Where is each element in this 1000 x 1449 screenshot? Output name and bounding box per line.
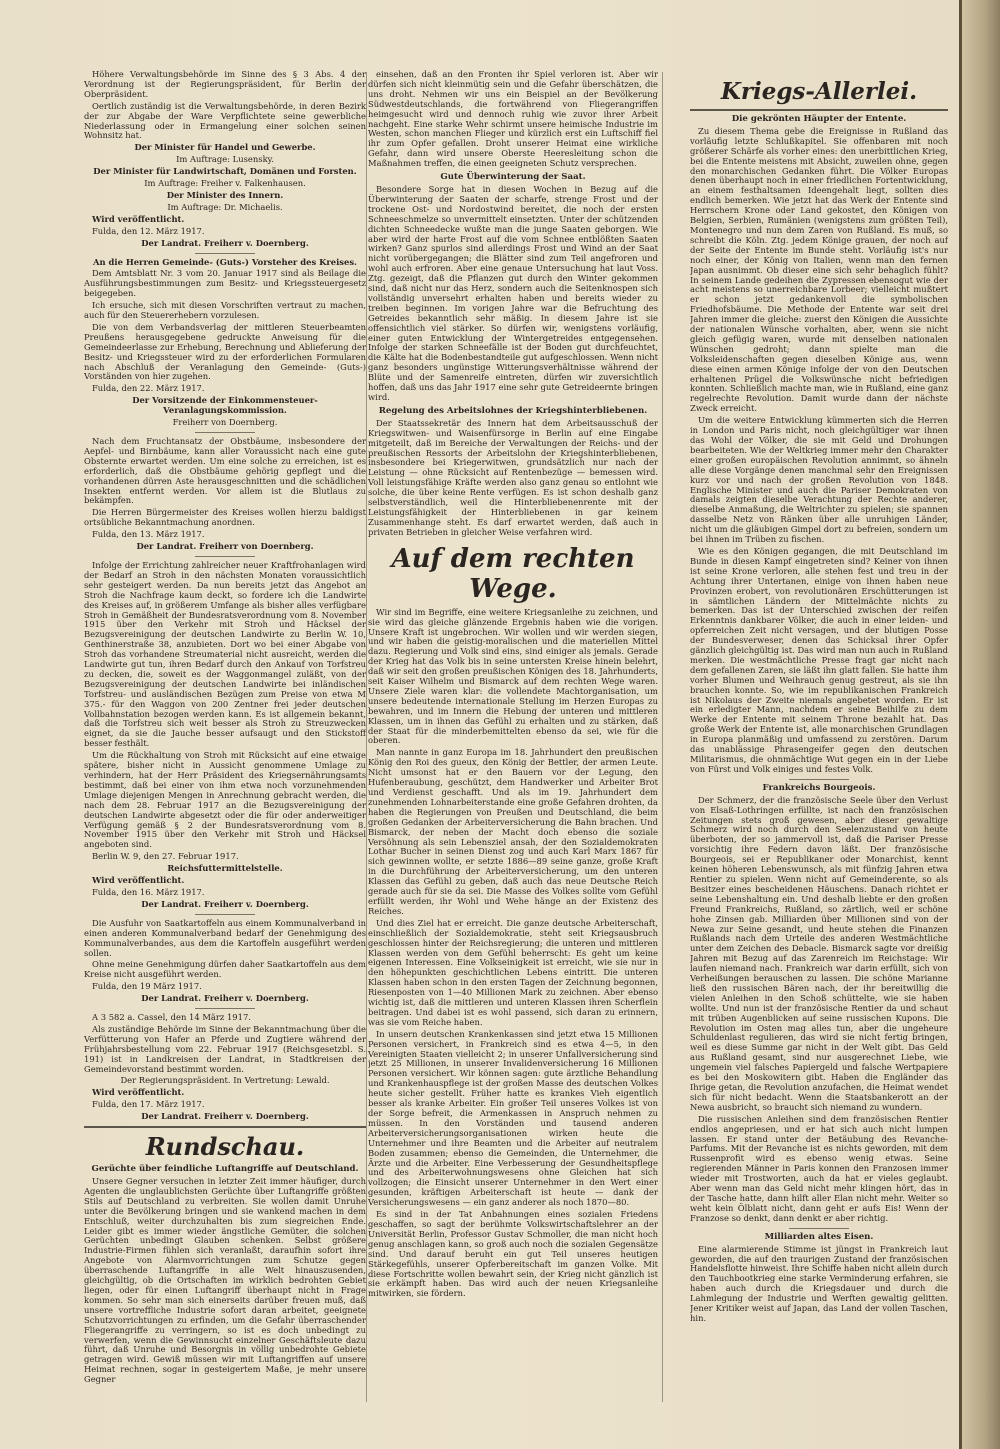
text: Nach dem Fruchtansatz der Obstbäume, insbesondere der Aepfel- und Birnbäume, kann aller Voraussicht nach eine gute Obsternte erwartet werden. Um eine solche zu erreichen, ist es erforderlich, daß die Obstbäume gehörig gepflegt und die vorhandenen dürren Aste herausgeschnitten und die schädlichen Insekten entfernt werden. Vor allem ist die Blutlaus zu bekämpfen. [84,436,366,506]
signature: Der Minister für Handel und Gewerbe. [134,142,316,153]
section-divider [690,109,948,111]
text: Die Herren Bürgermeister des Kreises wollen hierzu baldigst ortsübliche Bekanntmachung anordnen. [84,507,366,528]
text: Die Ausfuhr von Saatkartoffeln aus einem Kommunalverband in einen anderen Kommunalverband bedarf der Genehmigung des Kommunalverbandes, aus dem die Kartoffeln ausgeführt werden sollen. [84,917,366,958]
section-title: Auf dem rechten Wege. [391,543,635,604]
notice: Wird veröffentlicht. [92,875,185,886]
article-title: Die gekrönten Häupter der Entente. [731,114,907,124]
article-title: Regelung des Arbeitslohnes der Kriegshinterbliebenen. [378,405,648,416]
text: Ohne meine Genehmigung dürfen daher Saatkartoffeln aus dem Kreise nicht ausgeführt werden. [84,959,366,980]
divider [789,779,849,780]
signature: Reichsfuttermittelstelle. [167,863,283,874]
text: Die von dem Verbandsverlag der mittleren Steuerbeamten Preußens herausgegebene gedruckte Anweisung für die Gemeindeerlasse zur Erhebung, Berechnung und Ablieferung der Besitz- und Kriegssteuer wird zu der erforderlichen Formularen nach Abschluß der Veranlagung den Gemeinde- (Guts-) Vorständen von hier zugehen. [84,321,366,382]
text: Zu diesem Thema gebe die Ereignisse in Rußland das vorläufig letzte Schlußkapitel. Sie offenbaren mit noch größerer Schärfe als vorher eines: den unerbittlichen Krieg, bei die Entente meistens mit Absicht, zuweilen ohne, gegen den monarchischen Gedanken führt. Die Völker Europas denen überhaupt noch in einer friedlichen Fortentwicklung, an einem festhaltsamen Ideengehalt liegt, sollten dies endlich bemerken. Wie jetzt hat das Werk der Entente sind Herrschern Krone oder Land gekostet, den Königen von Belgien, Serbien, Rumänien (wenigstens zum größten Teil), Montenegro und nun dem Zaren von Rußland. Es muß, so schreibt die Köln. Ztg. jedem Könige grauen, der noch auf der Seite der Entente im Bunde steht. Vorläufig ist's nur noch einer, der König von Italien, wenn man den fernen Japan ausnimmt. Ob dieser eine sich sehr behaglich fühlt? In seinem Lande gedeihen die Zypressen ebensogut wie der acht meistens so unerreichbare Lorbeer; vielleicht mußtert er schon jetzt gedankenvoll die symbolischen Friedhofsbäume. Die Methode der Entente war seit drei Jahren immer die gleiche: zuerst den Königen die Aussichte der nationalen Wünsche vorhalten, aber, wenn sie nicht gleich gefügig waren, wurde mit denselben nationalen Wünschen gedroht; dann spielte man die Volksleidenschaften gegen dieselben Könige aus, wenn diese einen armen Könige infolge der von den Deutschen erhaltenen Prügel die Volkswünsche nicht befriedigen konnten. Schließlich machte man, wie in Rußland, eine ganz regelrechte Revolution. Damit wurde dann der nächste Zweck erreicht. [690,125,948,414]
text: einsehen, daß an den Fronten ihr Spiel verloren ist. Aber wir dürfen sich nicht kleinmütig sein und die Gefahr überschätzen, die uns droht. Nehmen wir uns ein Beispiel an der Bevölkerung Südwestdeutschlands, die fortwährend von Fliegerangriffen heimgesucht wird und dennoch ruhig wie zuvor ihrer Arbeit nachgeht. Eine starke Wehr schirmt unsere heimische Industrie im Westen, schon manchen Flieger und kürzlich erst ein Luftschiff fiel ihr zum Opfer gefallen. Droht unserer Heimat eine wirkliche Gefahr, dann wird unsere Oberste Heeresleitung schon die Maßnahmen treffen, die einen geeigneten Schutz versprechen. [368,70,658,169]
landrat: Der Landrat. Freiherr v. Doernberg. [141,1111,309,1122]
date: Fulda, den 12. März 1917. [92,225,205,236]
text: In unsern deutschen Krankenkassen sind jetzt etwa 15 Millionen Personen versichert, in Frankreich sind es etwa 4—5, in den Vereinigten Staaten vielleicht 2; in unserer Unfallversicherung sind jetzt 25 Millionen, in unserer Invalidenversicherung 16 Millionen Personen versichert. Wir können sagen: gute ärztliche Behandlung und Krankenhauspflege ist der großen Masse des deutschen Volkes heute sicher gestellt. Früher hatte es krankes Vieh eigentlich besser als kranke Arbeiter. Ein großer Teil unseres Volkes ist von der Sorge befreit, die Armenkassen in Anspruch nehmen zu müssen. In den Vorständen und tausend anderen Arbeiterversicherungsorganisationen wirken heute die Unternehmer und ihre Beamten und die Arbeiter auf neutralem Boden zusammen; ebenso die Gemeinden, die Unternehmer, die Ärzte und die Arbeiter. Eine Verbesserung der Gesundheitspflege und des Arbeiterwohnungswesens ohne Gleichen hat sich vollzogen; die Einsicht unserer Unternehmer in den Wert einer gesunden, kräftigen Arbeiterschaft ist heute — dank der Versicherungswesens — ein ganz anderer als noch 1870—80. [368,1028,658,1208]
article-title: Milliarden altes Eisen. [764,1231,874,1242]
text: Um die weitere Entwicklung kümmerten sich die Herren in London und Paris nicht, noch gleichgültiger war ihnen das Wohl der Völker, die sie mit Geld und Drohungen bearbeiteten. Wie der Weltkrieg immer mehr den Charakter einer großen europäischen Revolution annimmt, so ähneln alle diese Vorgänge denen manchmal sehr den Ereignissen kurz vor und nach der großen Revolution von 1848. Englische Minister und auch die Pariser Demokraten von damals zeigten dieselbe Verachtung der Rechte anderer, dieselbe Anmaßung, die Weltrichter zu spielen; sie spannen dasselbe Netz von Ränken über alle unruhigen Länder, nicht um die gläubigen Gimpel dort zu befreien, sondern um bei ihnen im Trüben zu fischen. [690,415,948,545]
text: Die russischen Anleihen sind dem französischen Rentier endlos angepriesen, und er hat sich auch nicht lumpen lassen. Er stand unter der Betäubung des Revanche-Parfums. Mit der Revanche ist es nichts geworden, mit dem Russenprofit wird es ebenso wenig etwas. Seine regierenden Männer in Paris konnen den Franzosen immer wieder mit Trostworten, auch da hat er vieles geglaubt. Aber wenn man das Geld nicht mehr klingen hört, das in der Tasche hatte, dann hilft aller Elan nicht mehr. Weiter so weht kein Ölblatt nicht, dann geht er aufs Eis! Wenn der Franzose so denkt, dann denkt er aber richtig. [690,1113,948,1223]
article-title: Gute Überwinterung der Saat. [440,172,586,183]
signature: Der Regierungspräsident. In Vertretung: Lewald. [120,1075,330,1086]
divider [195,253,255,254]
divider [195,432,255,433]
notice: Wird veröffentlicht. [92,1087,185,1098]
column-2 [368,70,658,1430]
heading: An die Herren Gemeinde- (Guts-) Vorsteher des Kreises. [93,256,357,267]
text: Unsere Gegner versuchen in letzter Zeit immer häufiger, durch Agenten die unglaublichsten Gerüchte über Luftangriffe größten Stils auf Deutschland zu verbreiten. Sie wollen damit Unruhe unter die Bevölkerung bringen und sie wankend machen in dem Entschluß, weiter durchzuhalten bis zum siegreichen Ende. Leider gibt es immer wieder ängstliche Gemüter, die solchen Gerüchten unbedingt Glauben schenken. Selbst größere Industrie-Firmen fühlen sich veranlaßt, daraufhin sofort ihre Angebote von Alarmvorrichtungen zum Schutze gegen überraschende Luftangriffe in alle Welt hinauszusenden, gleichgültig, ob die Ortschaften im wirklich bedrohten Gebiet liegen, oder für einen Luftangriff überhaupt nicht in Frage kommen. So sehr man sich einerseits darüber freuen muß, daß unsere vortreffliche Industrie sofort daran arbeitet, geeignete Schutzvorrichtungen zu erfinden, um die Gefahr überraschender Fliegerangriffe zu verringern, so ist es doch unbedingt zu verwerfen, wenn die Gewinnsucht einzelner Geschäftsleute dazu führt, daß Unruhe und Besorgnis in völlig unbedrohte Gebiete getragen wird. Gewiß müssen wir mit Luftangriffen auf unsere Heimat rechnen, sogar in gesteigertem Maße, je mehr unsere Gegner [84,1176,366,1385]
landrat: Der Landrat. Freiherr v. Doernberg. [141,237,309,248]
reference: A 3 582 a. Cassel, den 14 März 1917. [92,1012,251,1023]
date: Fulda, den 13. März 1917. [92,529,205,540]
column-rule [662,72,663,1402]
section-divider [84,1126,366,1128]
column-3 [690,70,948,1430]
landrat: Der Landrat. Freiherr v. Doernberg. [141,898,309,909]
date: Fulda, den 17. März 1917. [92,1099,205,1110]
text: Eine alarmierende Stimme ist jüngst in Frankreich laut geworden, die auf den traurigen Zustand der französischen Handelsflotte hinweist. Ihre Schiffe haben nicht allein durch den Tauchbootkrieg eine starke Verminderung erfahren, sie haben auch durch die Kriegsdauer und durch die Lahmlegung der Industrie und Werften gewaltig gelitten. Jener Kritiker weist auf Japan, das Land der vollen Taschen, hin. [690,1243,948,1323]
text: Wir sind im Begriffe, eine weitere Kriegsanleihe zu zeichnen, und sie wird das gleiche glänzende Ergebnis haben wie die vorigen. Unsere Kraft ist ungebrochen. Wir wollen und wir werden siegen, und wir haben die geistig-moralischen und die materiellen Mittel dazu. Regierung und Volk sind eins, sind einiger als jemals. Gerade der Krieg hat das Volk bis in seine untersten Kreise hinein belehrt, daß wir seit den großen preußischen Königen des 18. Jahrhunderts, seit Kaiser Wilhelm und Bismarck auf dem rechten Wege waren. Unsere Ziele waren klar: die vollendete Machtorganisation, um unsere bedeutende internationale Stellung im Herzen Europas zu bewahren, und im Innern die Hebung der unteren und mittleren Klassen, um in ihnen das Gefühl zu erhalten und zu stärken, daß der Staat für die minderbemittelten ebenso da sei, wie für die oberen. [368,606,658,746]
date: Berlin W. 9, den 27. Februar 1917. [92,851,239,862]
text: Besondere Sorge hat in diesen Wochen in Bezug auf die Überwinterung der Saaten der scharfe, strenge Frost und der trockene Ost- und Nordostwind bereitet, die noch der ersten Schneeschmelze so unvermittelt einsetzten. Unter der schützenden dichten Schneedecke wußte man die junge Saaten geborgen. Wie aber wird der harte Frost auf die vom Schnee entblößten Saaten wirken? Ganz spurlos sind allerdings Frost und Wind an der Saat nicht vorübergegangen; die Blätter sind zum Teil angefroren und wohl auch erfroren. Aber eine genaue Untersuchung hat laut Voss. Ztg. gezeigt, daß die Pflanzen gut durch den Winter gekommen sind, daß nicht nur das Herz, sondern auch die Seitenknospen sich vollständig unversehrt erhalten haben und bereits wieder zu treiben beginnen. Im vorigen Jahre war die Befruchtung des Getreides bekanntlich sehr mäßig. In diesem Jahre ist sie offensichtlich viel stärker. So dürfen wir, wenigstens vorläufig, einer guten Entwicklung der Wintergetreides entgegensehen. Infolge der starken Schneefälle ist der Boden gut durchfeuchtet, die Kälte hat die Bodenbestandteile gut aufgeschlossen. Wenn nicht ganz besonders ungünstige Witterungsverhältnisse während der Blüte und der Samenreife eintreten, dürfen wir zuversichtlich hoffen, daß uns das Jahr 1917 eine sehr gute Getreideernte bringen wird. [368,183,658,402]
signature: Im Auftrage: Dr. Michaelis. [167,201,283,212]
text: Wie es den Königen gegangen, die mit Deutschland im Bunde in diesen Kampf eingetreten sind? Keiner von ihnen ist seine Krone verloren, alle stehen fest und treu in der Achtung ihrer Untertanen, einige von ihnen haben neue Provinzen erobert, von revolutionären Erschütterungen ist in sämtlichen Ländern der Mittelmächte nichts zu bemerken. Das ist der Unterschied zwischen der reifen Erkenntnis dankbarer Völker, die auch in einer leiden- und opferreichen Zeit nicht versagen, und der blutigen Posse der Bundesverweser, denen das Schicksal ihrer Opfer gänzlich gleichgültig ist. Das wird man nun auch in Rußland merken. Die westmächtliche Presse fragt gar nicht nach dem gefallenen Zaren, sie läßt ihn glatt fallen. Sie hatte ihm vorher Blumen und Weihrauch genug gestreut, als sie ihn brauchen konnte. So, wie im republikanischen Frankreich ist Nikolaus der Zweite niemals angebetet worden. Er ist ein erledigter Mann, nachdem er seine Beihilfe zu dem Werke der Entente mit seinem Throne bezahlt hat. Das große Werk der Entente ist, alle monarchischen Grundlagen in Europa planmäßig und umfassend zu zerstören. Darum das unablässige Phrasengeifer gegen den deutschen Militarismus, die ohnmächtige Wut gegen ein in der Liebe von Fürst und Volk einiges und festes Volk. [690,545,948,774]
page-edge [962,0,1000,1449]
text: Infolge der Errichtung zahlreicher neuer Kraftfrohanlagen wird der Bedarf an Stroh in den nächsten Monaten voraussichtlich sehr gesteigert werden. Da nun bereits jetzt das Angebot an Stroh die Nachfrage kaum deckt, so fordere ich die Landwirte des Kreises auf, in größerem Umfange als bisher alles verfügbare Stroh in Gemäßheit der Bundesratsverordnung vom 8. November 1915 über den Verkehr mit Stroh und Häcksel der Bezugsvereinigung der deutschen Landwirte zu Berlin W. 10, Genthinerstraße 38, anzubieten. Dort wo bei einer Abgabe von Stroh das vorhandene Streumaterial nicht ausreicht, werden die Landwirte gut tun, ihren Bedarf durch den Ankauf von Torfstreu zu decken, die, soweit es der Waggonmangel zuläßt, von der Bezugsvereinigung der deutschen Landwirte bei inländischen Torfstreu- und ausländischen Bezügen zum Preise von etwa M 375.- für den Waggon von 200 Zentner frei jeder deutschen Vollbahnstation bezogen werden kann. Es ist allgemein bekannt, daß die Torfstreu sich weit besser als Stroh zu Streuzwecken eignet, da sie die Jauche besser aufsaugt und den Stickstoff besser festhält. [84,559,366,749]
landrat: Der Landrat. Freiherr von Doernberg. [136,541,314,552]
signature: Im Auftrage: Freiher v. Falkenhausen. [144,178,306,189]
divider [195,1008,255,1009]
date: Fulda, den 19 März 1917. [92,981,202,992]
notice: Wird veröffentlicht. [92,213,185,224]
text: Man nannte in ganz Europa im 18. Jahrhundert den preußischen König den Roi des gueux, den König der Bettler, der armen Leute. Nicht umsonst hat er den Bauern vor der Legung, den Hufenberaubung, geschützt, dem Handwerker und Arbeiter Brot und Verdienst geschafft. Und als im 19. Jahrhundert dem zunehmenden Lohnarbeiterstande eine große Gefahren drohten, da haben die Regierungen von Preußen und Deutschland, die beim großen Gedanken der Arbeiterversicherung die Bahn brachen. Und Bismarck, der neben der Macht doch ebenso die soziale Versöhnung als sein Lebensziel ansah, der den Sozialdemokraten Lothar Bucher in seinen Dienst zog und auch Karl Marx 1867 für sich gewinnen wollte, er setzte 1886—89 seine ganze, große Kraft in die Durchführung der Arbeiterversicherung, um den unteren Klassen das Gefühl zu geben, daß auch das neue Deutsche Reich gerade auch für sie da sei. Die Masse des Volkes sollte vom Gefühl erfüllt werden, ihr Wohl und Wehe hänge an der Existenz des Reiches. [368,747,658,916]
text: Als zuständige Behörde im Sinne der Bekanntmachung über die Verfütterung von Hafer an Pferde und Zugtiere während der Frühjahrsbestellung vom 22. Februar 1917 (Reichsgesetzbl. S. 191) ist in Landkreisen der Landrat, in Stadtkreisen der Gemeindevorstand bestimmt worden. [84,1023,366,1074]
text: Dem Amtsblatt Nr. 3 vom 20. Januar 1917 sind als Beilage die Ausführungsbestimmungen zum Besitz- und Kriegssteuergesetz beigegeben. [84,268,366,299]
section-title: Rundschau. [145,1132,305,1162]
text: Ich ersuche, sich mit diesen Vorschriften vertraut zu machen, auch für den Steuererhebern vorzulesen. [84,300,366,321]
signature: Freiherr von Doernberg. [172,417,278,428]
article-title: Frankreichs Bourgeois. [762,782,876,793]
signature: Der Minister des Innern. [166,189,284,200]
top-margin [80,28,940,42]
divider [195,914,255,915]
text: Und dies Ziel hat er erreicht. Die ganze deutsche Arbeiterschaft, einschließlich der Sozialdemokratie, steht seit Kriegsausbruch geschlossen hinter der Reichsregierung; die unteren und mittleren Klassen werden von dem Gefühl beherrscht: Es geht um keine eigenen Interessen. Eine Volkseinigkeit ist erreicht, wie sie nur in den höhepunkten geschichtlichen Lebens eintritt. Die unteren Klassen haben schon in den ersten Tagen der Zeichnung begonnen, Riesenposten von 1—40 Millionen Mark zu zeichnen. Aber ebenso wichtig ist, daß die mittleren und unteren Klassen ihren Scherflein beitragen. Und dabei ist es wohl passend, sich daran zu erinnern, was sie vom Reiche haben. [368,917,658,1027]
text: Der Staatssekretär des Innern hat dem Arbeitsausschuß der Kriegswitwen- und Waisenfürsorge in Berlin auf eine Eingabe mitgeteilt, daß im Bereiche der Verwaltungen der Reichs- und der preußischen Ressorts der Arbeitslohn der Kriegshinterbliebenen, insbesondere bei Kriegerwitwen, grundsätzlich nur nach der Leistung — ohne Rücksicht auf Rentenbezüge — bemessen wird. Voll leistungsfähige Kräfte werden also ganz genau so entlohnt wie solche, die über keine Rente verfügen. Es ist schon deshalb ganz selbstverständlich, weil die Hinterbliebenenrente mit der Leistungsfähigkeit der Hinterbliebenen in gar keinem Zusammenhange steht. Es darf erwartet werden, daß auch in privaten Betrieben in gleicher Weise verfahren wird. [368,417,658,537]
landrat: Der Landrat. Freiherr v. Doernberg. [141,993,309,1004]
column-rule [366,72,367,1402]
text: Es sind in der Tat Anbahnungen eines sozialen Friedens geschaffen, so sagt der berühmte Volkswirtschaftslehrer an der Universität Berlin, Professor Gustav Schmoller, die man nicht hoch genug anschlagen kann, so groß auch noch die sozialen Gegensätze sind. Und darauf beruht ein gut Teil unseres heutigen Stärkegefühls, unserer Opferbereitschaft im ganzen Volke. Mit diese Fortschritte wollen bewahrt sein, der Krieg nicht gänzlich ist sie erkämpft haben. Das wird auch der neuen Kriegsanleihe mitwirken, sie fördern. [368,1209,658,1299]
signature: Der Vorsitzende der Einkommensteuer-Veranlagungskommission. [132,395,318,416]
divider [789,1228,849,1229]
text: Um die Rückhaltung von Stroh mit Rücksicht auf eine etwaige spätere, bisher nicht in Aussicht genommene Umlage zu verhindern, hat der Herr Präsident des Kriegsernährungsamts bestimmt, daß bei einer von ihm etwa noch vorzunehmenden Umlage diejenigen Mengen in Anrechnung gebracht werden, die nach dem 28. Februar 1917 an die Bezugsvereinigung der deutschen Landwirte abgesetzt oder die für oder anderweitiger Verfügung gemäß § 2 der Bundesratsverordnung vom 8. November 1915 über den Verkehr mit Stroh und Häcksel angeboten sind. [84,750,366,850]
signature: Im Auftrage: Lusensky. [176,154,274,165]
text: Oertlich zuständig ist die Verwaltungsbehörde, in deren Bezirk der zur Abgabe der Ware Verpflichtete seine gewerbliche Niederlassung oder in Ermangelung einer solchen seinen Wohnsitz hat. [84,100,366,141]
article-title: Gerüchte über feindliche Luftangriffe auf Deutschland. [91,1164,359,1175]
section-title: Kriegs-Allerlei. [720,78,918,105]
text: Der Schmerz, der die französische Seele über den Verlust von Elsaß-Lothringen erfüllte, ist nach den französischen Zeitungen stets groß gewesen, aber dieser gewaltige Schmerz wird noch durch den Seelenzustand von heute überboten, der so jammervoll ist, daß die Pariser Presse vorsichtig ihre Federn davon läßt. Der französische Bourgeois, sei er Republikaner oder Monarchist, kennt keinen höheren Lebenswunsch, als mit fünfzig Jahren etwa Rentier zu spielen. Wenn nicht auf Gemeinderente, so als Besitzer eines bescheidenen Häuschens. Danach richtet er seine Lebenshaltung ein. Und deshalb liebte er den großen Freund Frankreichs, Rußland, so zärtlich, weil er schöne hohe Zinsen gab. Milliarden über Millionen sind von der Newa zur Seine gesandt, und heute stehen die Finanzen Rußlands nach dem Urteile des anderen Westmächtliche unter dem Zeichen des Debacle. Bismarck sagte vor dreißig Jahren mit Bezug auf das Zarenreich im Reichstage: Wir laufen niemand nach. Frankreich war darin erfüllt, sich von Verheißungen berauschen zu lassen. Die schöne Marianne ließ den russischen Bären nach, der ihr bereitwillig die vielen Anleihen in den Schoß schüttelte, wie sie haben wollte. Und nun ist der französische Rentier da und schaut mit trüben Augenblicken auf seine russischen Kupons. Die Revolution im Osten mag alles tun, aber die ungeheure Schuldenlast regulieren, das wird sie nicht fertig bringen, weil es diese Summe gar nicht in der Welt gibt. Das Geld aus Rußland gesamt, sind nur ausgerechnet Liebe, wie ungemein viel falsches Papiergeld und falsche Wertpapiere es bei den Moskowitern gibt. Haben die Engländer das Ihrige getan, die Revolution anzufachen, die Heimat wendet sich für nicht bedacht. Wenn die Staatsbankerott an der Newa ausbricht, so braucht sich niemand zu wundern. [690,794,948,1112]
signature: Der Minister für Landwirtschaft, Domänen und Forsten. [93,166,357,177]
divider [195,556,255,557]
text: Höhere Verwaltungsbehörde im Sinne des § 3 Abs. 4 der Verordnung ist der Regierungspräsident, für Berlin der Oberpräsident. [84,70,366,99]
date: Fulda, den 22. März 1917. [92,383,205,394]
column-1 [84,70,366,1430]
date: Fulda, den 16. März 1917. [92,886,205,897]
